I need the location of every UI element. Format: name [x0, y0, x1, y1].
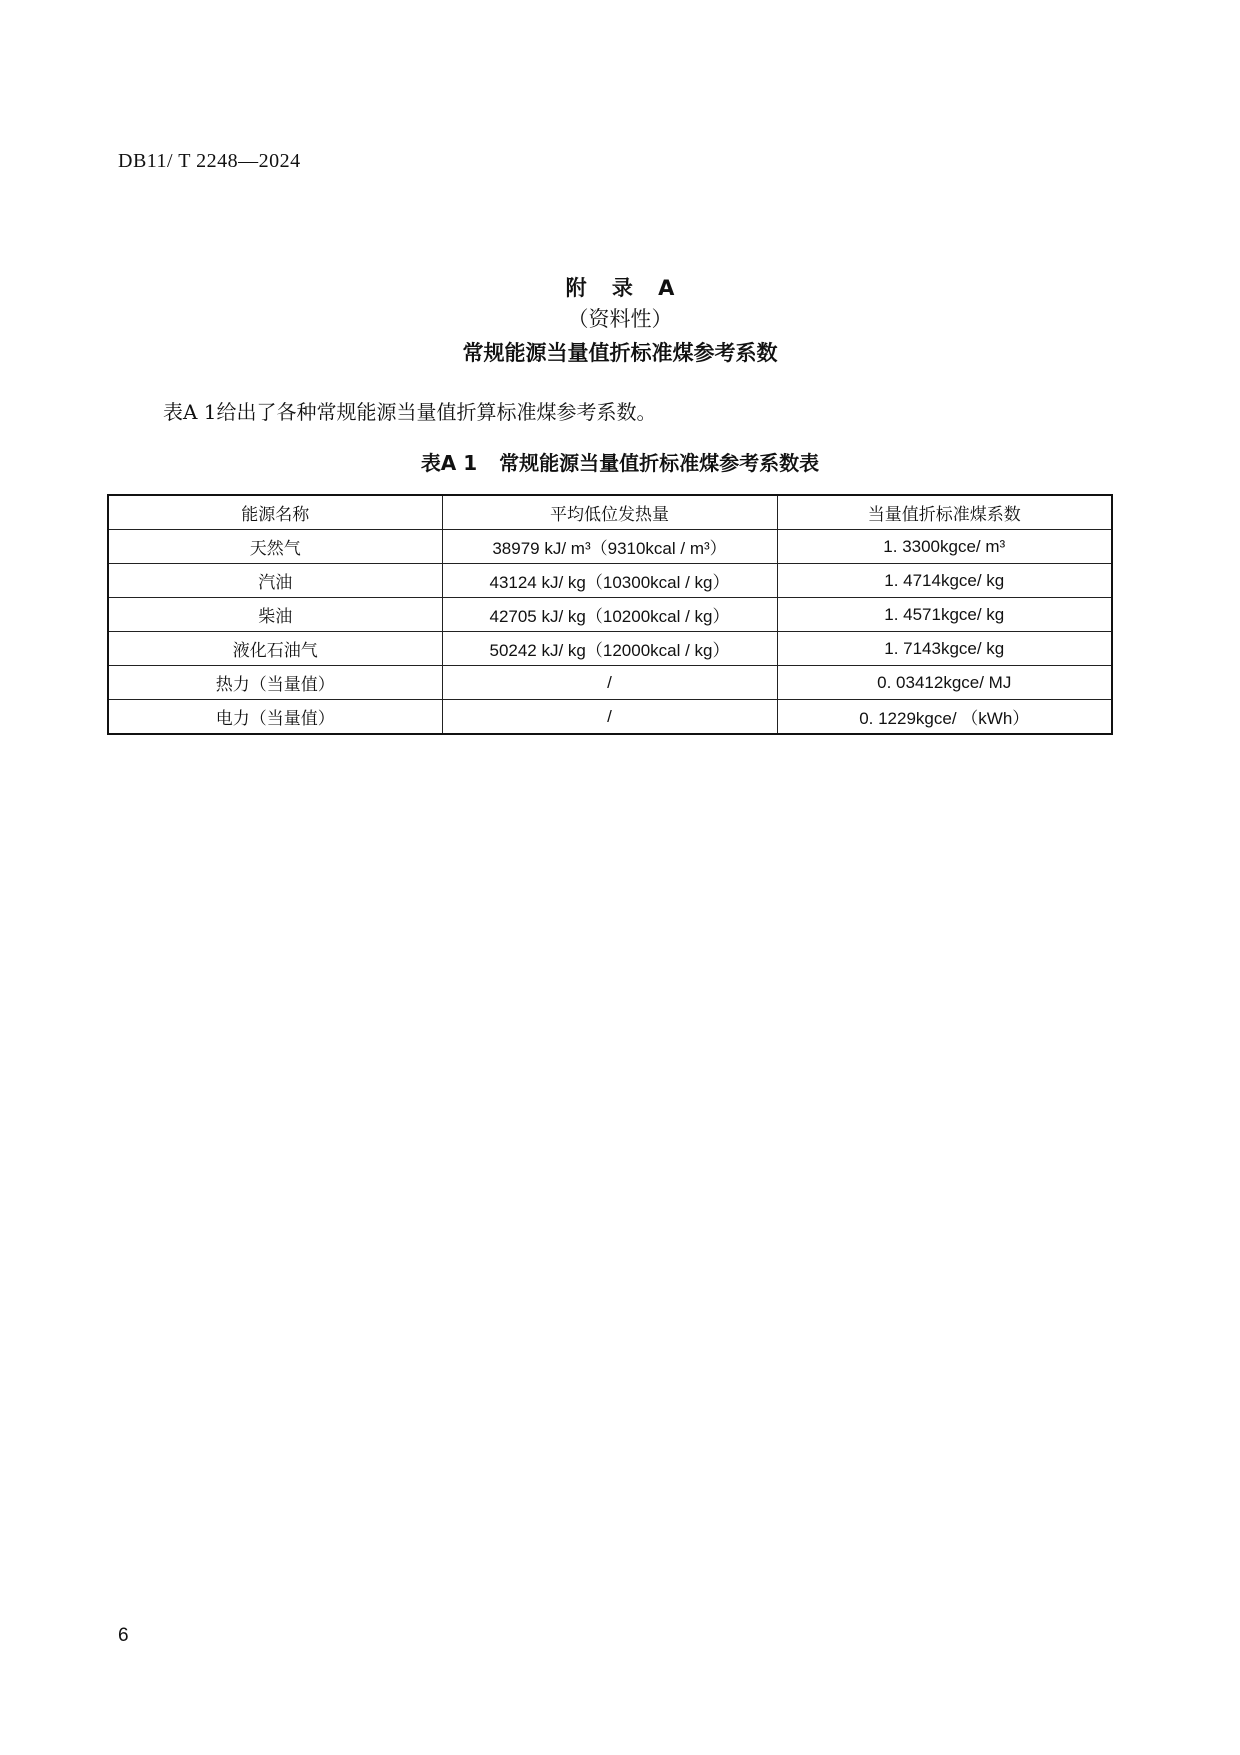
table-row [108, 564, 1112, 598]
table-row [108, 666, 1112, 700]
calorific-value-cell: 42705 kJ/ kg（10200kcal / kg） [442, 598, 777, 632]
calorific-value-cell: 38979 kJ/ m³（9310kcal / m³） [442, 530, 777, 564]
calorific-value-cell: / [442, 700, 777, 735]
energy-name-cell: 液化石油气 [108, 632, 442, 666]
table-row [108, 700, 1112, 735]
calorific-value-cell: 43124 kJ/ kg（10300kcal / kg） [442, 564, 777, 598]
coefficient-cell: 1. 4714kgce/ kg [777, 564, 1112, 598]
table-row [108, 632, 1112, 666]
table-header-row [108, 495, 1112, 530]
header-calorific-value: 平均低位发热量 [442, 495, 777, 530]
energy-name-cell: 汽油 [108, 564, 442, 598]
header-energy-name: 能源名称 [108, 495, 442, 530]
coefficient-cell: 1. 4571kgce/ kg [777, 598, 1112, 632]
energy-name-cell: 柴油 [108, 598, 442, 632]
coefficient-cell: 1. 3300kgce/ m³ [777, 530, 1112, 564]
energy-name-cell: 电力（当量值） [108, 700, 442, 735]
document-code: DB11/ T 2248—2024 [118, 150, 301, 172]
energy-name-cell: 天然气 [108, 530, 442, 564]
table-caption [0, 447, 1240, 476]
appendix-title: 附 录 A [565, 276, 675, 300]
table-row [108, 598, 1112, 632]
table-row [108, 530, 1112, 564]
calorific-value-cell: 50242 kJ/ kg（12000kcal / kg） [442, 632, 777, 666]
energy-coefficient-table [107, 494, 1113, 735]
intro-paragraph: 表A 1给出了各种常规能源当量值折算标准煤参考系数。 [163, 400, 657, 424]
coefficient-cell: 0. 03412kgce/ MJ [777, 666, 1112, 700]
table-caption-number: 表A 1 [420, 451, 478, 475]
calorific-value-cell: / [442, 666, 777, 700]
appendix-subject: 常规能源当量值折标准煤参考系数 [462, 341, 778, 365]
table-caption-title: 常规能源当量值折标准煤参考系数表 [499, 451, 820, 475]
coefficient-cell: 1. 7143kgce/ kg [777, 632, 1112, 666]
appendix-nature: （资料性） [567, 307, 673, 331]
energy-name-cell: 热力（当量值） [108, 666, 442, 700]
header-coal-coefficient: 当量值折标准煤系数 [777, 495, 1112, 530]
page-number: 6 [118, 1625, 129, 1646]
coefficient-cell: 0. 1229kgce/ （kWh） [777, 700, 1112, 735]
